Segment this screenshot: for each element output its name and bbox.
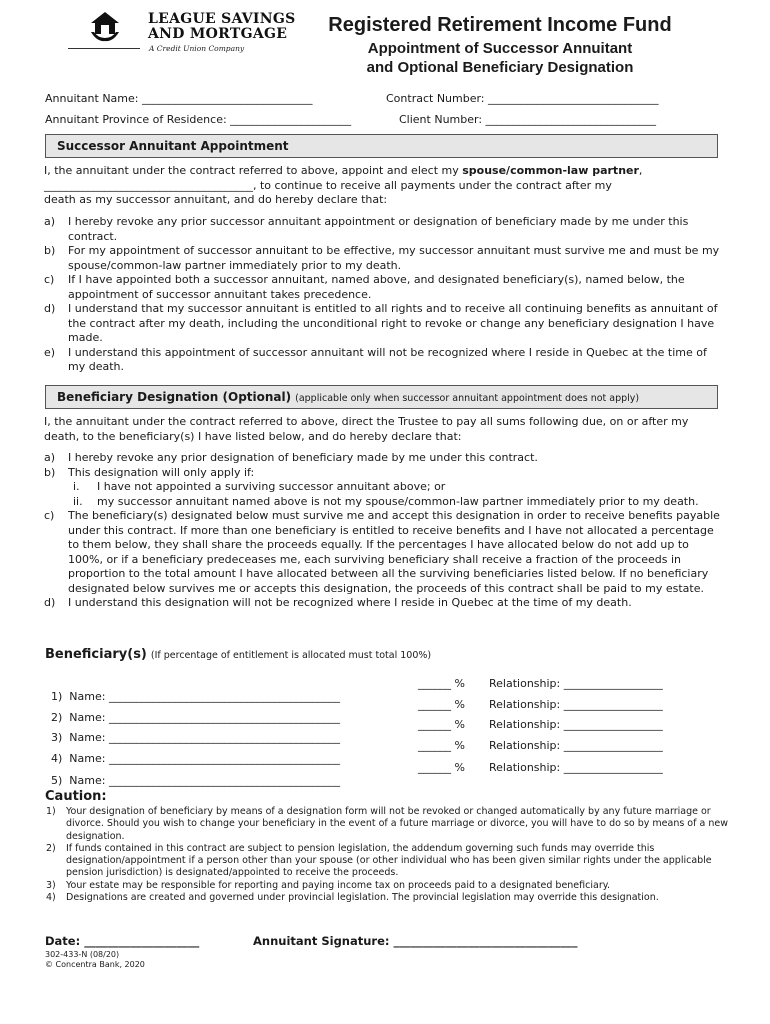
beneficiary-row: 3) Name: __________________________________________ (51, 731, 340, 744)
beneficiary-row: 4) Name: __________________________________________ (51, 752, 340, 765)
annuitant-name-field[interactable]: Annuitant Name: _______________________________ (45, 92, 313, 105)
list-item: d) I understand that my successor annuitant is entitled to all rights and to receive all continuing benefits as annuitant of the contract after my death, including the unconditional right to revoke or change any beneficiary designation I have made. (44, 302, 718, 344)
caution-list (46, 806, 730, 904)
beneficiary-percent-field[interactable]: ______ % (418, 698, 465, 711)
successor-declarations (44, 215, 724, 375)
list-item: ii. my successor annuitant named above is not my spouse/common-law partner immediately prior to my death. (73, 494, 699, 508)
beneficiary-relationship-field[interactable]: Relationship: __________________ (489, 677, 663, 690)
company-tagline: A Credit Union Company (149, 44, 245, 53)
list-item: c) If I have appointed both a successor annuitant, named above, and designated beneficiary(s), named below, the appointment of successor annuitant takes precedence. (44, 273, 685, 301)
beneficiary-name-field[interactable]: Name: __________________________________________ (69, 774, 340, 787)
list-item: 1) Your designation of beneficiary by means of a designation form will not be revoked or changed automatically by any future marriage or divorce. Should you wish to change your beneficiary in the event of a future marriage or divorce, you will have to do so by means of a new designation. (46, 806, 728, 842)
beneficiary-percent-field[interactable]: ______ % (418, 739, 465, 752)
annuitant-signature-field[interactable]: Annuitant Signature: ________________________________ (253, 934, 578, 948)
list-item: b) This designation will only apply if: i. I have not appointed a surviving successor annuitant above; or ii. my successor annuitant named above is not my spouse/common-law partner immediately prior to my death. (44, 466, 724, 510)
beneficiary-section-header: Beneficiary Designation (Optional) (applicable only when successor annuitant appointment does not apply) (45, 385, 718, 409)
contract-number-field[interactable]: Contract Number: _______________________________ (386, 92, 659, 105)
beneficiary-relationship-field[interactable]: Relationship: __________________ (489, 698, 663, 711)
beneficiary-row: 5) Name: __________________________________________ (51, 774, 340, 787)
beneficiary-declarations (44, 451, 724, 611)
form-subtitle: Appointment of Successor Annuitant and Optional Beneficiary Designation (366, 40, 634, 76)
beneficiary-name-field[interactable]: Name: __________________________________________ (69, 752, 340, 765)
house-hands-logo-icon (88, 10, 122, 44)
list-item: a) I hereby revoke any prior designation of beneficiary made by me under this contract. (44, 451, 538, 464)
beneficiary-name-field[interactable]: Name: __________________________________________ (69, 711, 340, 724)
beneficiary-percent-field[interactable]: ______ % (418, 718, 465, 731)
logo-rule (68, 48, 140, 49)
beneficiary-row: 2) Name: __________________________________________ (51, 711, 340, 724)
form-title: Registered Retirement Income Fund (328, 14, 672, 36)
list-item: e) I understand this appointment of successor annuitant will not be recognized where I reside in Quebec at the time of my death. (44, 345, 707, 373)
list-item: 4) Designations are created and governed under provincial legislation. The provincial legislation may override this designation. (46, 892, 659, 904)
beneficiaries-heading: Beneficiary(s) (If percentage of entitlement is allocated must total 100%) (45, 647, 432, 662)
list-item: i. I have not appointed a surviving successor annuitant above; or (73, 480, 446, 493)
province-field[interactable]: Annuitant Province of Residence: ______________________ (45, 113, 352, 126)
beneficiary-intro: I, the annuitant under the contract referred to above, direct the Trustee to pay all sums following due, on or after my death, to the beneficiary(s) I have listed below, and do hereby declare that: (44, 415, 689, 443)
beneficiary-row: 1) Name: __________________________________________ (51, 690, 340, 703)
caution-heading: Caution: (45, 789, 107, 804)
date-field[interactable]: Date: ____________________ (45, 934, 200, 948)
beneficiary-relationship-field[interactable]: Relationship: __________________ (489, 718, 663, 731)
form-code: 302-433-N (08/20) (45, 950, 120, 959)
copyright: © Concentra Bank, 2020 (45, 960, 145, 969)
list-item: 2) If funds contained in this contract are subject to pension legislation, the addendum governing such funds may override this designation/appointment if a person other than your spouse (or other individual who has been given similar rights under the applicable pension jurisdiction) is designated/appointed to receive the proceeds. (46, 842, 712, 879)
beneficiary-relationship-field[interactable]: Relationship: __________________ (489, 761, 663, 774)
successor-name-field[interactable]: ______________________________________, to continue to receive all payments under the contract after my (44, 178, 612, 192)
list-item: 3) Your estate may be responsible for reporting and paying income tax on proceeds paid to a designated beneficiary. (46, 879, 611, 891)
client-number-field[interactable]: Client Number: _______________________________ (399, 113, 657, 126)
beneficiary-name-field[interactable]: Name: __________________________________________ (69, 731, 340, 744)
successor-section-header: Successor Annuitant Appointment (45, 134, 718, 158)
list-item: a) I hereby revoke any prior successor annuitant appointment or designation of beneficiary made by me under this contract. (44, 215, 689, 243)
beneficiary-percent-field[interactable]: ______ % (418, 761, 465, 774)
list-item: d) I understand this designation will not be recognized where I reside in Quebec at the time of my death. (44, 596, 632, 609)
company-name: LEAGUE SAVINGS AND MORTGAGE (148, 11, 296, 42)
successor-intro: I, the annuitant under the contract referred to above, appoint and elect my spouse/common-law partner, ______________________________________, to continue to receive all payments under the contract after my death as my successor annuitant, and do hereby declare that: (44, 164, 724, 208)
beneficiary-name-field[interactable]: Name: __________________________________________ (69, 690, 340, 703)
beneficiary-relationship-field[interactable]: Relationship: __________________ (489, 739, 663, 752)
beneficiary-percent-field[interactable]: ______ % (418, 677, 465, 690)
list-item: b) For my appointment of successor annuitant to be effective, my successor annuitant must survive me and must be my spouse/common-law partner immediately prior to my death. (44, 244, 720, 272)
list-item: c) The beneficiary(s) designated below must survive me and accept this designation in order to receive benefits payable under this contract. If more than one beneficiary is entitled to receive benefits and I have not allocated a percentage to them below, they shall share the proceeds equally. If the percentages I have allocated below do not add up to 100%, or if a beneficiary predeceases me, each surviving beneficiary shall receive a fraction of the proceeds in proportion to the total amount I have allocated between all the surviving beneficiaries listed below. If no beneficiary designated below survives me or accepts this designation, the proceeds of this contract shall be paid to my estate. (44, 509, 720, 595)
